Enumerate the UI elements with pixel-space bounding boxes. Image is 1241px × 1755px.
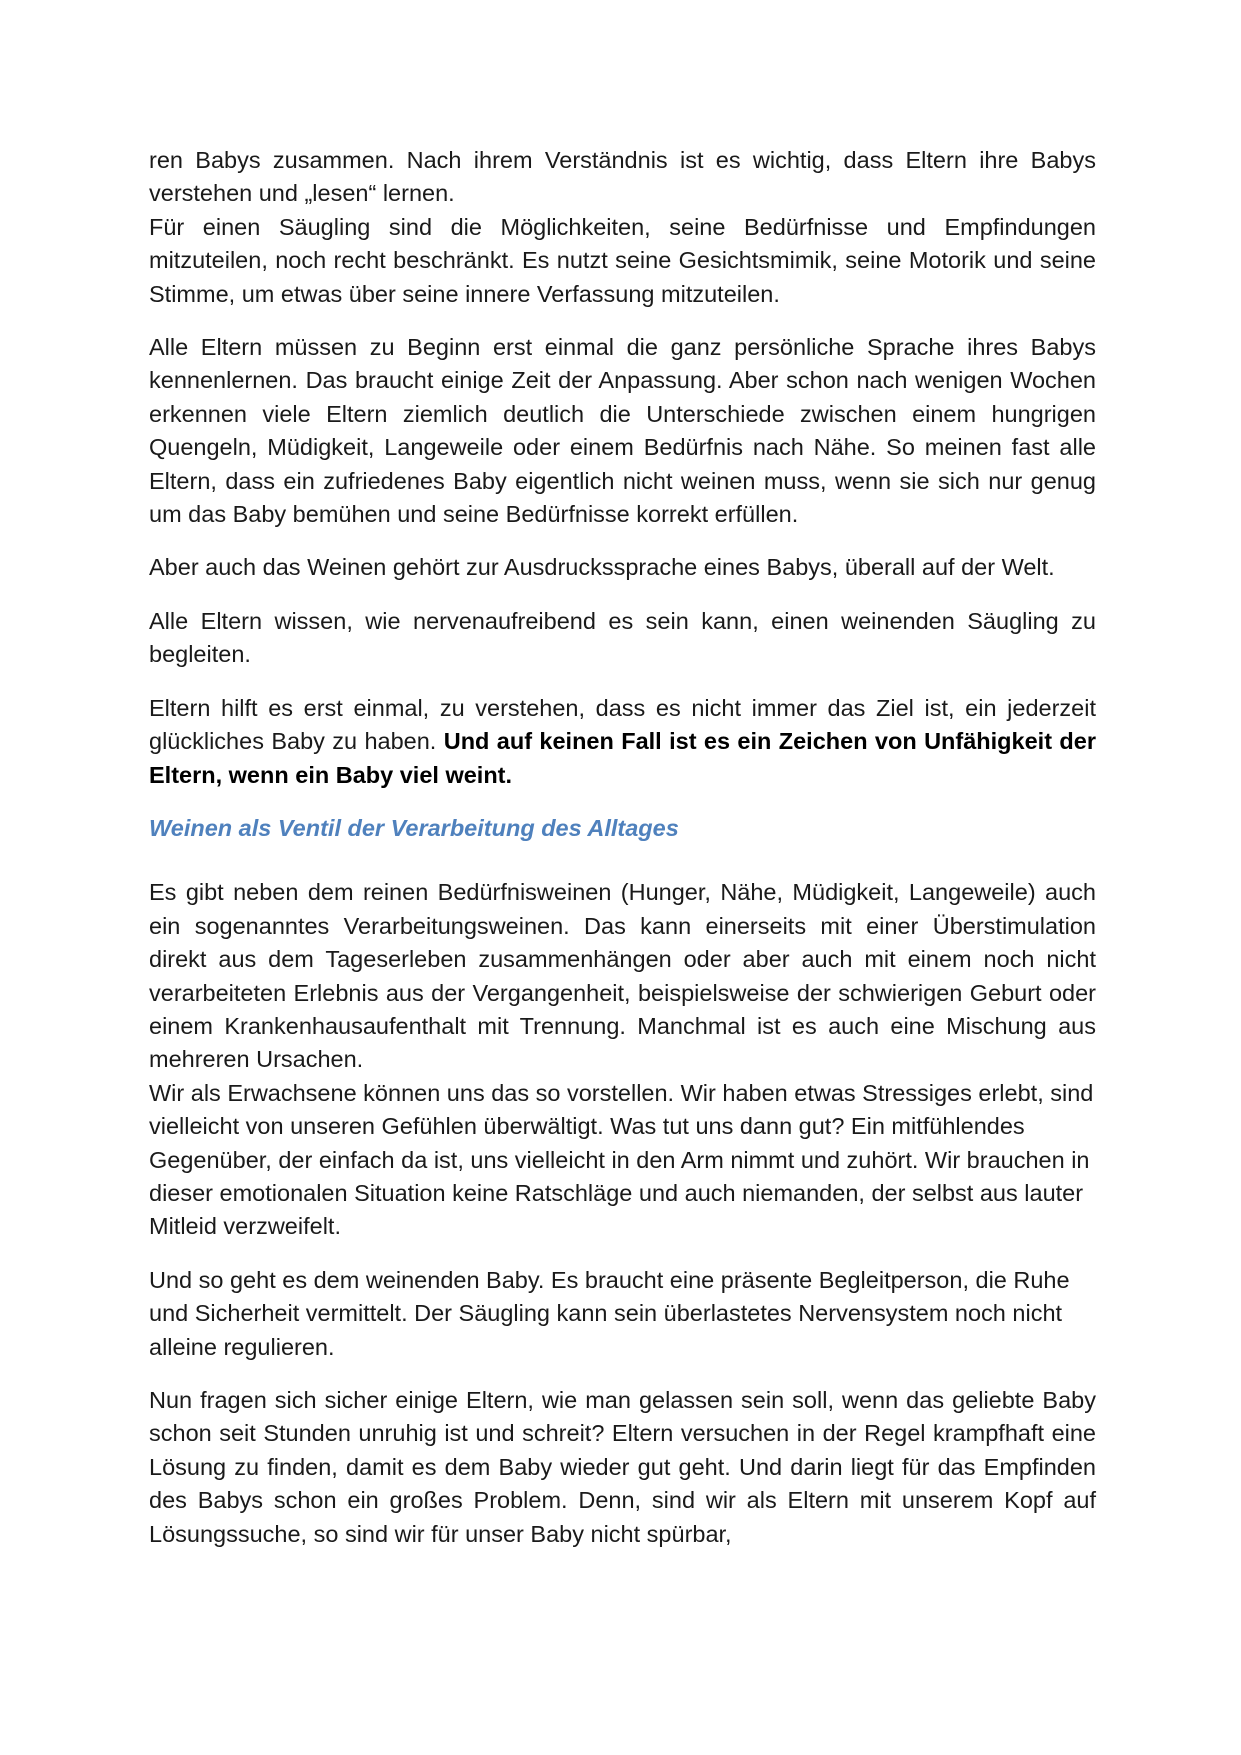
section-heading: Weinen als Ventil der Verarbeitung des Alltages	[149, 814, 679, 841]
paragraph-bold-statement: Und auf keinen Fall ist es ein Zeichen von Unfähigkeit der Eltern, wenn ein Baby viel weint.	[149, 728, 1096, 788]
paragraph-present-companion: Und so geht es dem weinenden Baby. Es braucht eine präsente Begleitperson, die Ruhe und Sicherheit vermittelt. Der Säugling kann sein überlastetes Nervensystem noch nicht alleine regulieren.	[149, 1266, 1070, 1360]
paragraph-crying-expression: Aber auch das Weinen gehört zur Ausdruckssprache eines Babys, überall auf der Welt.	[149, 554, 1055, 581]
paragraph-nerve-wracking: Alle Eltern wissen, wie nervenaufreibend es sein kann, einen weinenden Säugling zu begleiten.	[149, 607, 1096, 668]
paragraph-understanding-babies: ren Babys zusammen. Nach ihrem Verständnis ist es wichtig, dass Eltern ihre Babys verstehen und „lesen“ lernen.	[149, 147, 1096, 207]
paragraph-communication-limits: Für einen Säugling sind die Möglichkeiten, seine Bedürfnisse und Empfindungen mitzuteilen, noch recht beschränkt. Es nutzt seine Gesichtsmimik, seine Motorik und seine Stimme, um etwas über seine innere Verfassung mitzuteilen.	[149, 213, 1096, 307]
paragraph-adult-comparison: Wir als Erwachsene können uns das so vorstellen. Wir haben etwas Stressiges erlebt, sind vielleicht von unseren Gefühlen überwältigt. Was tut uns dann gut? Ein mitfühlendes Gegenüber, der einfach da ist, uns vielleicht in den Arm nimmt und zuhört. Wir brauchen in dieser emotionalen Situation keine Ratschläge und auch niemanden, der selbst aus lauter Mitleid verzweifelt.	[149, 1079, 1094, 1240]
document-page	[149, 144, 1096, 1551]
paragraph-learning-baby-language: Alle Eltern müssen zu Beginn erst einmal die ganz persönliche Sprache ihres Babys kennenlernen. Das braucht einige Zeit der Anpassung. Aber schon nach wenigen Wochen erkennen viele Eltern ziemlich deutlich die Unterschiede zwischen einem hungrigen Quengeln, Müdigkeit, Langeweile oder einem Bedürfnis nach Nähe. So meinen fast alle Eltern, dass ein zufriedenes Baby eigentlich nicht weinen muss, wenn sie sich nur genug um das Baby bemühen und seine Bedürfnisse korrekt erfüllen.	[149, 334, 1096, 528]
paragraph-parents-seeking-solutions: Nun fragen sich sicher einige Eltern, wie man gelassen sein soll, wenn das geliebte Baby schon seit Stunden unruhig ist und schreit? Eltern versuchen in der Regel krampfhaft eine Lösung zu finden, damit es dem Baby wieder gut geht. Und darin liegt für das Empfinden des Babys schon ein großes Problem. Denn, sind wir als Eltern mit unserem Kopf auf Lösungssuche, so sind wir für unser Baby nicht spürbar,	[149, 1387, 1096, 1547]
paragraph-processing-crying: Es gibt neben dem reinen Bedürfnisweinen (Hunger, Nähe, Müdigkeit, Langeweile) auch ein sogenanntes Verarbeitungsweinen. Das kann einerseits mit einer Überstimulation direkt aus dem Tageserleben zusammenhängen oder aber auch mit einem noch nicht verarbeiteten Erlebnis aus der Vergangenheit, beispielsweise der schwierigen Geburt oder einem Krankenhausaufenthalt mit Trennung. Manchmal ist es auch eine Mischung aus mehreren Ursachen.	[149, 879, 1096, 1073]
paragraph-plain-text: Eltern hilft es erst einmal, zu verstehen, dass es nicht immer das Ziel ist, ein jederzeit glückliches Baby zu haben.	[149, 694, 1096, 755]
paragraph-not-always-happy	[149, 692, 1096, 792]
